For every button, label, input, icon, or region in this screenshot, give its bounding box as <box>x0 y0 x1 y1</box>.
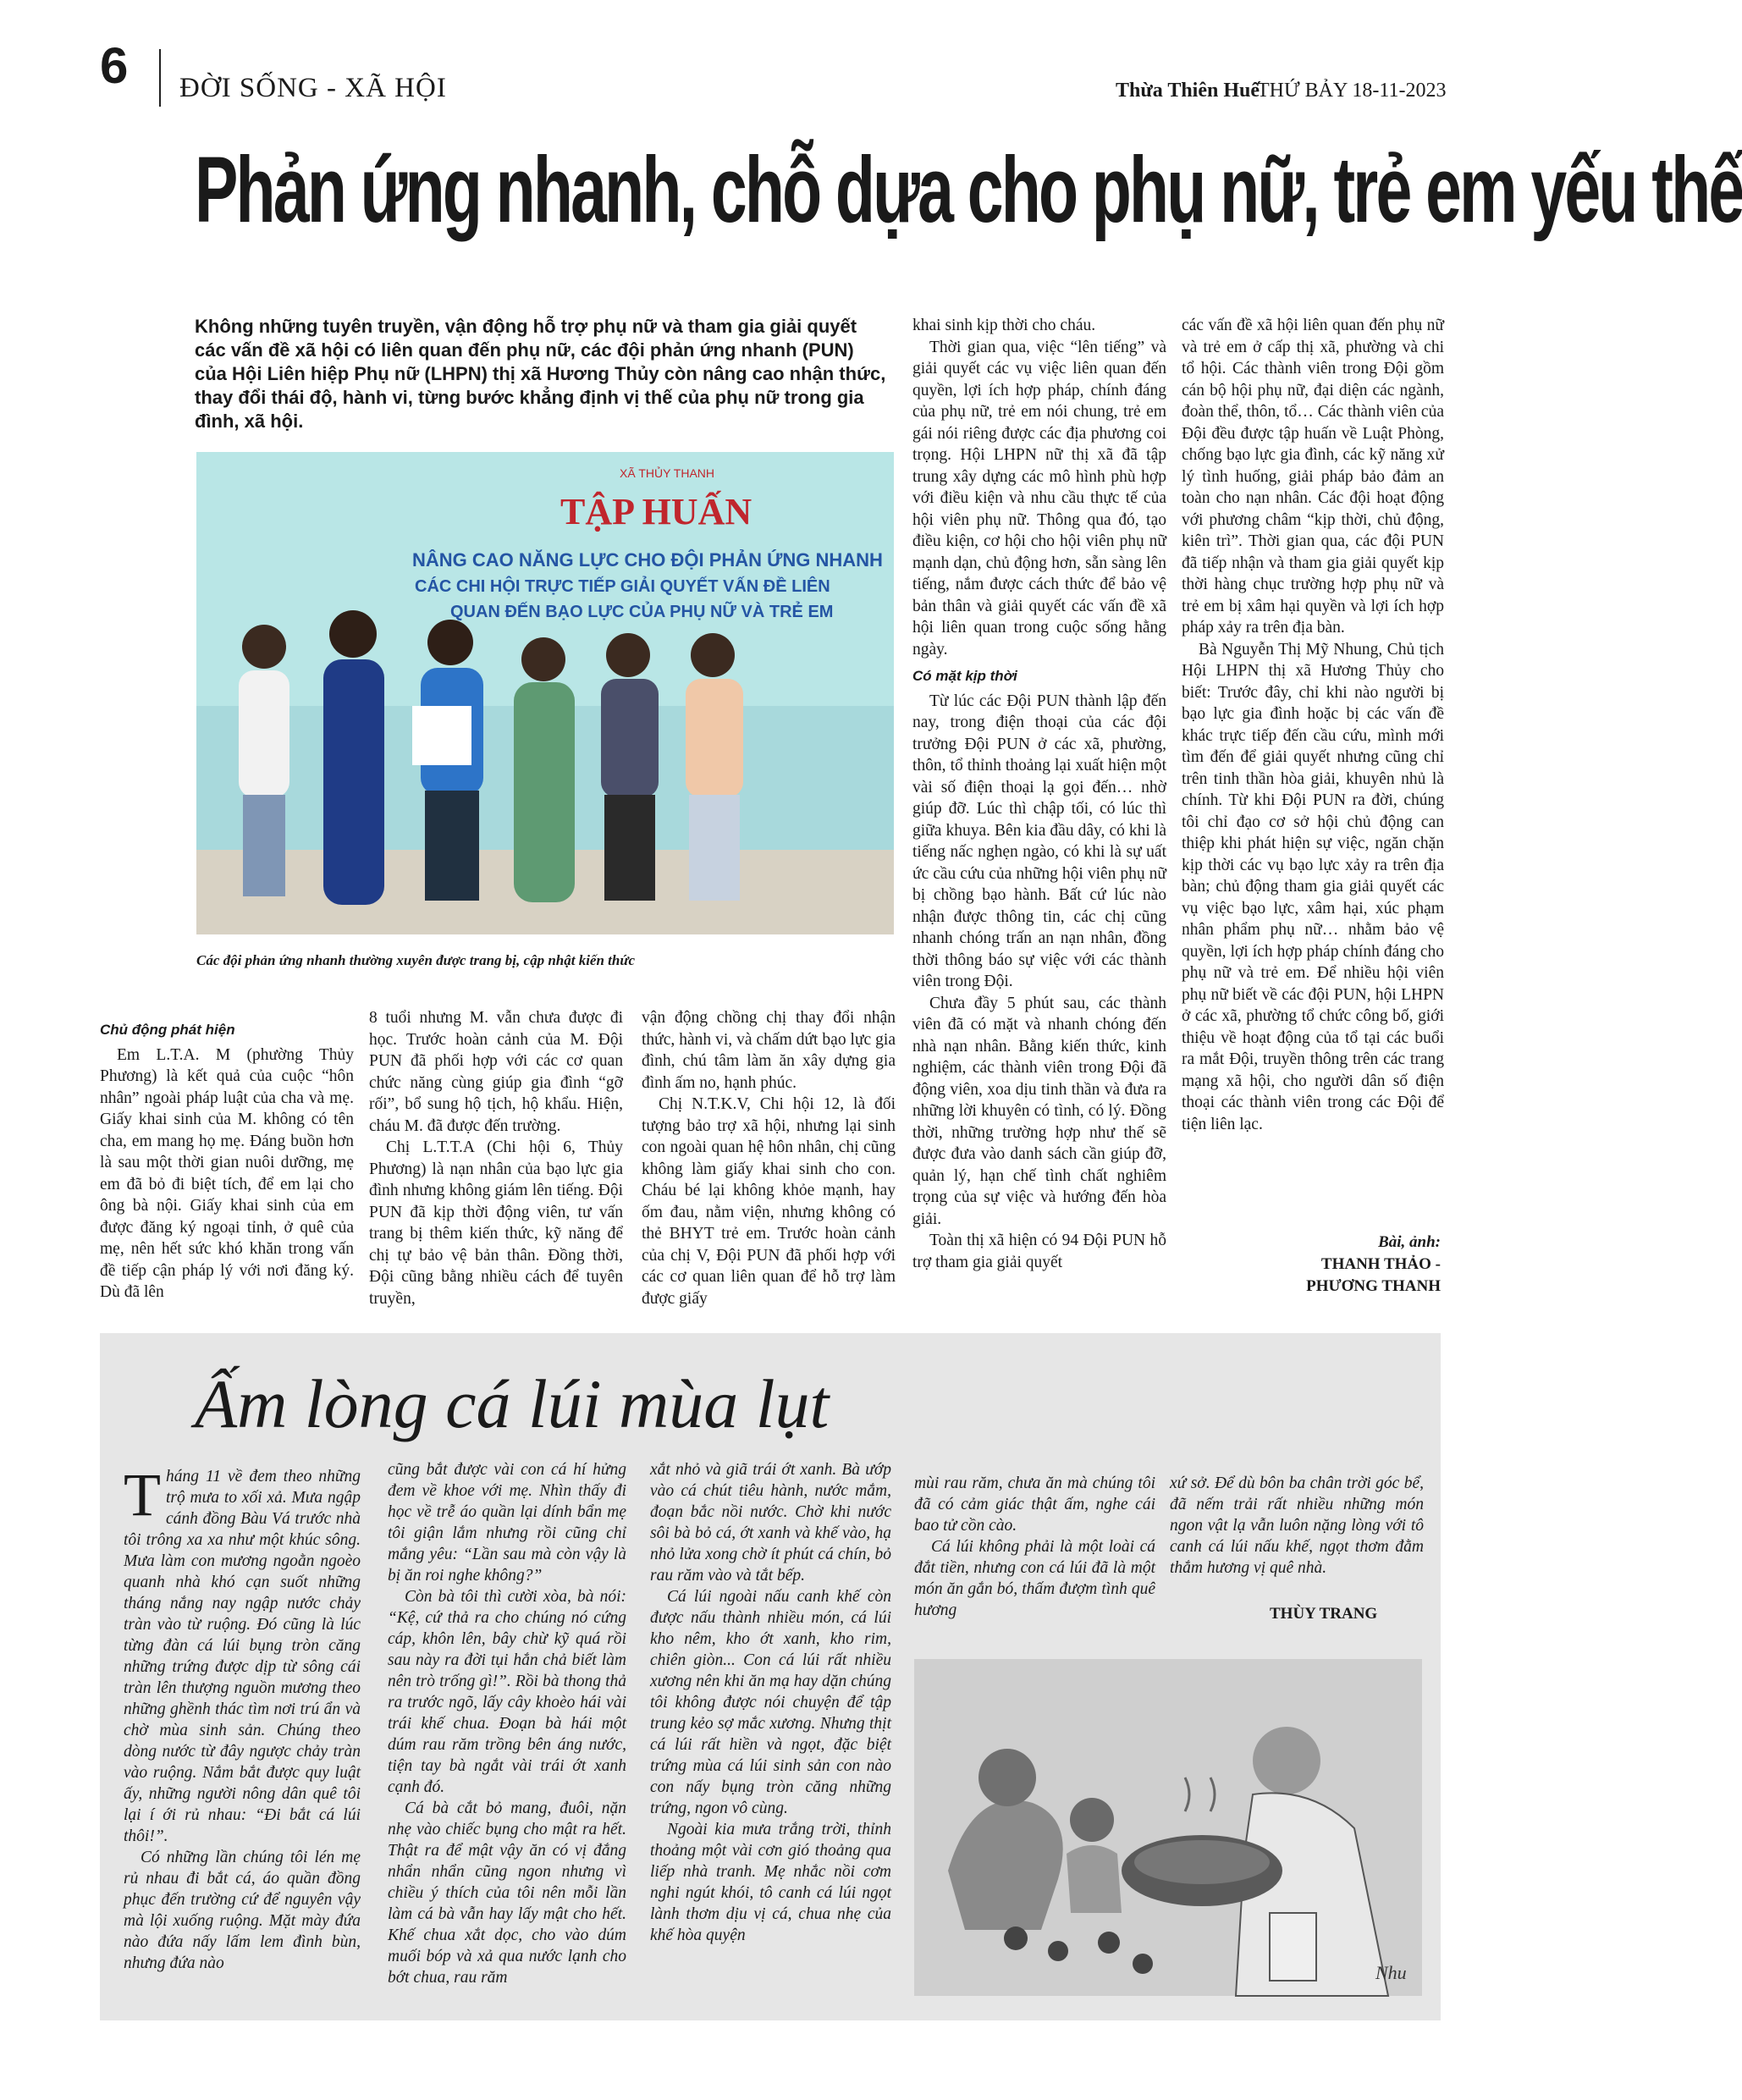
byline-name-1: THANH THẢO - <box>1320 1255 1441 1273</box>
article1-column-2 <box>369 1007 623 1309</box>
paragraph: xắt nhỏ và giã trái ớt xanh. Bà ướp vào cá chút tiêu hành, nước mắm, đoạn bắc nồi nước. Chờ khi nước sôi bà bỏ cá, ớt xanh và khế vào, hạ nhỏ lửa xong chờ ít phút cá chín, bỏ rau răm vào và tắt bếp. <box>650 1461 891 1585</box>
paragraph: Em L.T.A. M (phường Thủy Phương) là kết quả của cuộc “hôn nhân” ngoài pháp luật của cha và mẹ. Giấy khai sinh của M. không có tên cha, em mang họ mẹ. Đáng buồn hơn là sau một thời gian nuôi dưỡng, mẹ em đã bỏ đi biệt tích, để em lại cho ông bà nội. Giấy khai sinh của em được đăng ký ngoại tỉnh, ở quê của mẹ, nên hết sức khó khăn trong vấn đề tiếp cận pháp lý với nơi đăng ký. Dù đã lên <box>100 1045 354 1301</box>
paragraph: Có những lần chúng tôi lén mẹ rủ nhau đi bắt cá, áo quần đồng phục đến trường cứ để nguyên vậy mà lội xuống ruộng. Mặt mày đứa nào đứa nấy lấm lem đình bùn, nhưng đứa nào <box>124 1849 361 1972</box>
article-lead: Không những tuyên truyền, vận động hỗ trợ phụ nữ và tham gia giải quyết các vấn đề xã hội có liên quan đến phụ nữ, các đội phản ứng nhanh (PUN) của Hội Liên hiệp Phụ nữ (LHPN) thị xã Hương Thủy còn nâng cao nhận thức, thay đổi thái độ, hành vi, từng bước khẳng định vị thế của phụ nữ trong gia đình, xã hội. <box>195 316 886 432</box>
article2-column-4 <box>914 1473 1155 1621</box>
paragraph: Cá lúi không phải là một loài cá đắt tiền, nhưng con cá lúi đã là một món ăn gắn bó, thấm đượm tình quê hương <box>914 1538 1155 1619</box>
newspaper-name: Thừa Thiên Huế <box>1116 80 1260 102</box>
paragraph: cũng bắt được vài con cá hí hửng đem về khoe với mẹ. Nhìn thấy đi học về trễ áo quần lại dính bẩn mẹ tôi giận lắm nhưng rồi cũng chỉ mắng yêu: “Lần sau mà còn vậy là bị ăn roi nghe không?” <box>388 1461 626 1585</box>
banner-line-1: NÂNG CAO NĂNG LỰC CHO ĐỘI PHẢN ỨNG NHANH <box>412 549 883 570</box>
photo-illustration <box>196 452 894 934</box>
banner-org: XÃ THỦY THANH <box>620 466 715 480</box>
subhead-2: Có mặt kịp thời <box>912 668 1017 684</box>
paragraph: Bà Nguyễn Thị Mỹ Nhung, Chủ tịch Hội LHPN thị xã Hương Thủy cho biết: Trước đây, chỉ khi nào người bị bạo lực gia đình hoặc bị các vấn đề khác trực tiếp đến cầu cứu, mình mới tìm đến để giải quyết nhưng cũng chỉ trên tinh thần hòa giải, khuyên nhủ là chính. Từ khi Đội PUN ra đời, chúng tôi chỉ đạo cơ sở hội chủ động can thiệp khi phát hiện sự việc, ngăn chặn kịp thời các vụ bạo lực xảy ra trên địa bàn; chủ động tham gia giải quyết các vụ việc bạo lực, xâm hại, xúc phạm nhân phẩm phụ nữ… nhằm bảo vệ quyền, lợi ích hợp pháp chính đáng cho phụ nữ và trẻ em. Để nhiều hội viên phụ nữ biết về các đội PUN, hội LHPN ở các xã, phường tổ chức công bố, giới thiệu về hoạt động của tổ tại các buổi ra mắt Đội, truyền thông trên các trang mạng xã hội, cho người dân số điện thoại các thành viên trong các Đội để tiện liên lạc. <box>1182 640 1444 1133</box>
paragraph: các vấn đề xã hội liên quan đến phụ nữ và trẻ em ở cấp thị xã, phường và chi tổ hội. Các thành viên trong Đội gồm cán bộ hội phụ nữ, đại diện các ngành, đoàn thể, thôn, tổ… Các thành viên của Đội đều được tập huấn về Luật Phòng, chống bạo lực gia đình, các kỹ năng xử lý tình huống, giải pháp bảo đảm an toàn cho nạn nhân. Các đội hoạt động với phương châm “kịp thời, chủ động, kiên trì”. Thời gian qua, các đội PUN đã tiếp nhận và tham gia giải quyết kịp thời hàng chục trường hợp phụ nữ và trẻ em bị xâm hại quyền và lợi ích hợp pháp xảy ra trên địa bàn. <box>1182 317 1444 637</box>
byline-label: Bài, ảnh: <box>1378 1233 1441 1251</box>
paragraph: vận động chồng chị thay đổi nhận thức, hành vi, và chấm dứt bạo lực gia đình, chú tâm làm ăn xây dựng gia đình ấm no, hạnh phúc. <box>642 1009 896 1092</box>
article-title: Phản ứng nhanh, chỗ dựa cho phụ nữ, trẻ em yếu thế <box>195 138 1742 242</box>
section-title: ĐỜI SỐNG - XÃ HỘI <box>179 73 447 103</box>
article-photo <box>196 452 894 934</box>
page-number: 6 <box>100 37 129 94</box>
article2-author: THÙY TRANG <box>1270 1605 1378 1623</box>
paragraph: Chưa đầy 5 phút sau, các thành viên đã có mặt và nhanh chóng đến nhà nạn nhân. Bằng kiến thức, kinh nghiệm, các thành viên trong Đội đã động viên, xoa dịu tinh thần và đưa ra những lời khuyên có tình, có lý. Đồng thời, những trường hợp như thế sẽ được đưa vào danh sách cần giúp đỡ, quản lý, hạn chế tình chất nghiêm trọng của sự việc và hướng đến hòa giải. <box>912 994 1166 1228</box>
paragraph: 8 tuổi nhưng M. vẫn chưa được đi học. Trước hoàn cảnh của M. Đội PUN đã phối hợp với các cơ quan chức năng cùng giúp gia đình “gỡ rối”, bổ sung hộ tịch, hộ khẩu. Hiện, cháu M. đã được đến trường. <box>369 1009 623 1135</box>
drop-cap: T <box>124 1461 161 1529</box>
header-divider <box>159 49 161 107</box>
paragraph: Chị L.T.T.A (Chi hội 6, Thủy Phương) là nạn nhân của bạo lực gia đình nhưng không giám lên tiếng. Đội PUN đã kịp thời động viên, tư vấn trang bị thêm kiến thức, kỹ năng để chị tự bảo vệ bản thân. Đồng thời, Đội cũng bằng nhiều cách để tuyên truyền, <box>369 1138 623 1308</box>
paragraph: Còn bà tôi thì cười xòa, bà nói: “Kệ, cứ thả ra cho chúng nó cứng cáp, khôn lên, bây chừ kỹ quá rồi sau này ra đời tụi hắn chả biết làm nên trò trống gì!”. Rồi bà thong thả ra trước ngõ, lấy cây khoèo hái vài trái khế chua. Đoạn bà hái một dúm rau răm trồng bên áng nước, tiện tay bà ngắt vài trái ớt xanh cạnh đó. <box>388 1588 626 1796</box>
article2-title: Ấm lòng cá lúi mùa lụt <box>195 1365 830 1442</box>
paragraph: xứ sở. Để dù bôn ba chân trời góc bể, đã nếm trải rất nhiều những món ngon vật lạ vẫn luôn nặng lòng với tô canh cá lúi nấu khế, ngọt thơm đằm thắm hương vị quê nhà. <box>1170 1474 1424 1577</box>
byline-name-2: PHƯƠNG THANH <box>1306 1277 1441 1295</box>
article1-column-3 <box>642 1007 896 1309</box>
paragraph: Thời gian qua, việc “lên tiếng” và giải quyết các vụ việc liên quan đến quyền, lợi ích hợp pháp, chính đáng của phụ nữ, trẻ em nói chung, trẻ em gái nói riêng được các địa phương coi trọng. Hội LHPN nữ thị xã đã tập trung xây dựng các mô hình phù hợp với điều kiện và nhu cầu thực tế của hội viên phụ nữ. Thông qua đó, tạo điều kiện, cơ hội cho hội viên phụ nữ mạnh dạn, chủ động hơn, sẵn sàng lên tiếng, nắm được cách thức để bảo vệ bản thân và giải quyết các vấn đề xã hội liên quan trong cuộc sống hằng ngày. <box>912 338 1166 659</box>
paragraph: háng 11 về đem theo những trộ mưa to xối xả. Mưa ngập cánh đồng Bàu Vá trước nhà tôi trông xa xa như một khúc sông. Mưa làm con mương ngoằn ngoèo quanh nhà khó cạn suốt những tháng nắng nay ngập nước chảy tràn vào từ ruộng. Đó cũng là lúc từng đàn cá lúi bụng tròn căng những trứng được dịp từ sông cái tràn lên thượng nguồn mương theo những ghềnh thác tìm nơi trú ẩn và chờ mùa sinh sản. Chúng theo dòng nước từ đây ngược chảy tràn vào ruộng. Nắm bắt được quy luật ấy, những người nông dân quê tôi lại í ới rủ nhau: “Đi bắt cá lúi thôi!”. <box>124 1468 361 1845</box>
paragraph: Từ lúc các Đội PUN thành lập đến nay, trong điện thoại của các đội trưởng Đội PUN ở các xã, phường, thôn, tổ thỉnh thoảng lại xuất hiện một vài số điện thoại lạ gọi đến… nhờ giúp đỡ. Lúc thì chập tối, có lúc thì giữa khuya. Bên kia đầu dây, có khi là tiếng nấc nghẹn ngào, có khi là sự uất ức cầu cứu của những hội viên phụ nữ bị chồng bạo hành. Bất cứ lúc nào nhận được thông tin, các chị cũng nhanh chóng trấn an nạn nhân, đồng thời thông báo sự việc với các thành viên trong Đội. <box>912 692 1166 990</box>
paragraph: Ngoài kia mưa trắng trời, thỉnh thoảng một vài cơn gió thoảng qua liếp nhà tranh. Mẹ nhắc nồi cơm nghi ngút khói, tô canh cá lúi ngọt lành thơm dịu vị cá, chua nhẹ của khế hòa quyện <box>650 1821 891 1944</box>
paragraph: Chị N.T.K.V, Chi hội 12, là đối tượng bảo trợ xã hội, nhưng lại sinh con ngoài quan hệ hôn nhân, chị cũng không làm giấy khai sinh cho con. Cháu bé lại không khỏe mạnh, hay ốm đau, nằm viện, nhưng không có thẻ BHYT trẻ em. Trước hoàn cảnh của chị V, Đội PUN đã phối hợp với các cơ quan liên quan để hỗ trợ làm được giấy <box>642 1095 896 1308</box>
banner-line-3: QUAN ĐẾN BẠO LỰC CỦA PHỤ NỮ VÀ TRẺ EM <box>450 603 834 621</box>
article1-column-1 <box>100 1014 354 1304</box>
byline <box>1244 1232 1441 1298</box>
banner-line-2: CÁC CHI HỘI TRỰC TIẾP GIẢI QUYẾT VẤN ĐỀ LIÊN <box>415 577 830 596</box>
paragraph: Cá lúi ngoài nấu canh khế còn được nấu thành nhiều món, cá lúi kho nêm, kho ớt xanh, kho rim, chiên giòn... Con cá lúi rất nhiều xương nên khi ăn mạ hay dặn chúng tôi không được nói chuyện để tập trung kẻo sợ mắc xương. Nhưng thịt cá lúi rất hiền và ngọt, đặc biệt trứng mùa cá lúi sinh sản con nào con nấy bụng tròn căng những trứng, ngon vô cùng. <box>650 1588 891 1817</box>
illustration-signature: Nhu <box>1375 1962 1407 1983</box>
banner-title: TẬP HUẤN <box>560 491 752 532</box>
cooking-illustration <box>914 1659 1422 1996</box>
paragraph: Cá bà cắt bỏ mang, đuôi, nặn nhẹ vào chiếc bụng cho mật ra hết. Thật ra để mật vậy ăn có vị đắng nhẩn nhẩn cũng ngon nhưng vì chiều ý thích của tôi nên mỗi lần làm cá bà vẫn hay lấy mật cho hết. Khế chua xắt dọc, cho vào dúm muối bóp và xả qua nước lạnh cho bớt chua, rau răm <box>388 1800 626 1987</box>
paragraph: mùi rau răm, chưa ăn mà chúng tôi đã có cảm giác thật ấm, nghe cái bao tử cồn cào. <box>914 1474 1155 1535</box>
issue-date: THỨ BẢY 18-11-2023 <box>1257 80 1447 102</box>
subhead-1: Chủ động phát hiện <box>100 1022 235 1038</box>
article2-column-1 <box>124 1461 361 1974</box>
paragraph: Toàn thị xã hiện có 94 Đội PUN hỗ trợ tham gia giải quyết <box>912 1232 1166 1271</box>
paragraph: khai sinh kịp thời cho cháu. <box>912 317 1096 334</box>
article1-column-4 <box>912 315 1166 1273</box>
article2-column-3 <box>650 1459 891 1946</box>
illustration <box>914 1659 1422 1996</box>
article2-column-2 <box>388 1459 626 1988</box>
article2-column-5 <box>1170 1473 1424 1579</box>
article1-column-5 <box>1182 315 1444 1135</box>
photo-caption: Các đội phản ứng nhanh thường xuyên được trang bị, cập nhật kiến thức <box>196 952 636 968</box>
